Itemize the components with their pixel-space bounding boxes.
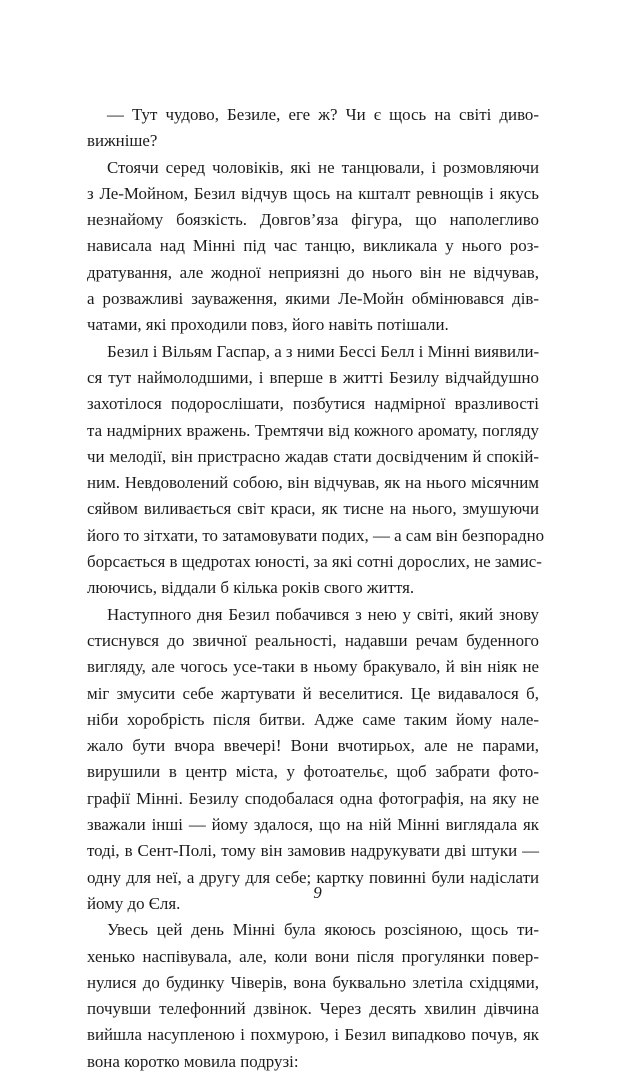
text-line: незнайому боязкість. Довгов’яза фігура, що наполегливо [87,210,539,230]
text-line: Стоячи серед чоловіків, які не танцювали, і розмовляючи [107,157,539,177]
paragraph [87,155,539,339]
text-line: зважали інші — йому здалося, що на ній Мінні виглядала як [87,815,539,835]
text-line: люючись, віддали б кілька років свого життя. [87,578,415,598]
text-line: з Ле-Мойном, Безил відчув щось на кшталт ревнощів і якусь [87,183,539,203]
text-line: міг змусити себе жартувати й веселитися. Це видавалося б, [87,683,539,703]
body-text [87,102,545,1075]
paragraph [87,102,539,155]
text-line: вирушили в центр міста, у фотоательє, щоб забрати фото- [87,762,539,782]
text-line: стиснувся до звичної реальності, надавши речам буденного [87,630,539,650]
text-line: захотілося подорослішати, позбутися надмірної вразливості [87,394,539,414]
text-line: ніби хоробрість після битви. Адже саме таким йому нале- [87,709,539,729]
text-line: тоді, в Сент-Полі, тому він замовив надрукувати дві штуки — [87,841,539,861]
paragraph [87,602,539,918]
text-line: його то зітхати, то затамовувати подих, — а сам він безпорадно [87,525,545,545]
text-line: та надмірних вражень. Тремтячи від кожного аромату, погляду [87,420,539,440]
text-line: чатами, які проходили повз, його навіть потішали. [87,315,449,335]
paragraph [87,917,539,1075]
text-line: борсається в щедротах юності, за які сотні дорослих, не замис- [87,552,542,572]
text-line: дратування, але жодної неприязні до нього він не відчував, [87,262,539,282]
text-line: почувши телефонний дзвінок. Через десять хвилин дівчина [87,999,539,1019]
text-line: нависала над Мінні під час танцю, викликала у нього роз- [87,236,539,256]
text-line: а розважливі зауваження, якими Ле-Мойн обмінювався дів- [87,289,539,309]
text-line: вигляду, але чогось усе-таки в ньому бракувало, й він ніяк не [87,657,539,677]
text-line: чи мелодії, він пристрасно жадав стати досвідченим й спокій- [87,446,539,466]
text-line: ся тут наймолодшими, і вперше в житті Безилу відчайдушно [87,367,539,387]
text-line: вижніше? [87,131,158,151]
text-line: йому до Єля. [87,893,181,913]
text-line: ним. Невдоволений собою, він відчував, як на нього місячним [87,473,539,493]
paragraph [87,339,545,602]
text-line: сяйвом виливається світ краси, як тисне на нього, змушуючи [87,499,539,519]
text-line: жало бути вчора ввечері! Вони вчотирьох, але не парами, [87,736,539,756]
text-line: — Тут чудово, Безиле, еге ж? Чи є щось на світі диво- [107,105,539,124]
text-line: графії Мінні. Безилу сподобалася одна фотографія, на яку не [87,788,539,808]
text-line: нулися до будинку Чіверів, вона буквально злетіла східцями, [87,972,539,992]
text-line: вона коротко мовила подрузі: [87,1051,299,1071]
text-line: вийшла насупленою і похмурою, і Безил випадково почув, як [87,1025,539,1045]
text-line: Безил і Вільям Гаспар, а з ними Бессі Белл і Мінні виявили- [107,341,540,361]
text-line: одну для неї, а другу для себе; картку повинні були надіслати [87,867,539,887]
text-line: хенько наспівувала, але, коли вони після прогулянки повер- [87,946,539,966]
text-line: Наступного дня Безил побачився з нею у світі, який знову [107,604,539,624]
text-line: Увесь цей день Мінні була якоюсь розсіяною, щось ти- [107,920,539,940]
page-number: 9 [313,883,322,902]
